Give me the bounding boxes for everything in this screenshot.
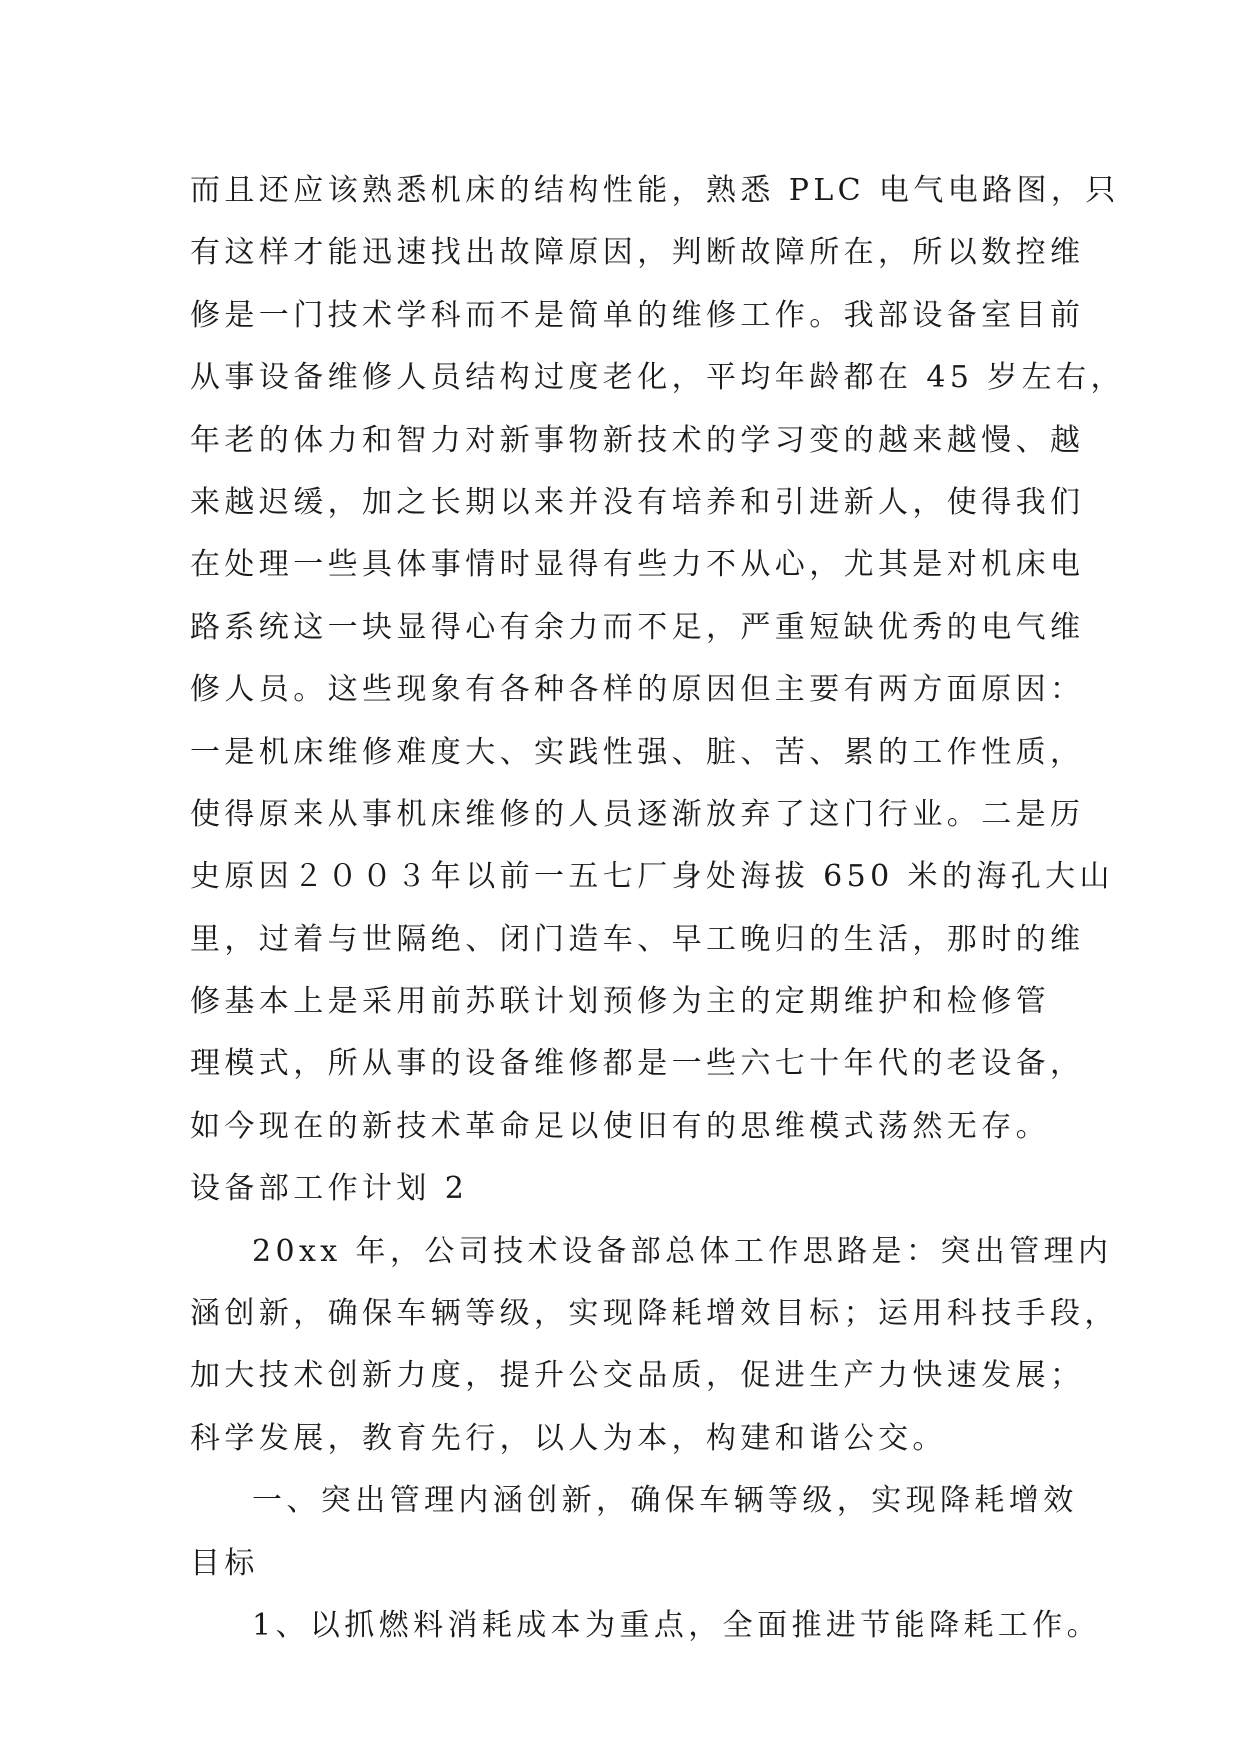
- subheading-line: 一、突出管理内涵创新，确保车辆等级，实现降耗增效: [252, 1483, 1078, 1519]
- paragraph-line: 在处理一些具体事情时显得有些力不从心，尤其是对机床电: [190, 547, 1085, 583]
- paragraph-line: 有这样才能迅速找出故障原因，判断故障所在，所以数控维: [190, 235, 1085, 271]
- paragraph-line: 理模式，所从事的设备维修都是一些六七十年代的老设备，: [190, 1046, 1085, 1082]
- document-body: [190, 160, 1125, 1657]
- paragraph-line: 使得原来从事机床维修的人员逐渐放弃了这门行业。二是历: [190, 796, 1085, 832]
- subheading-line: 目标: [190, 1545, 259, 1581]
- paragraph-line: 年老的体力和智力对新事物新技术的学习变的越来越慢、越: [190, 422, 1085, 458]
- paragraph-line: 修是一门技术学科而不是简单的维修工作。我部设备室目前: [190, 297, 1085, 333]
- paragraph-line: 史原因２００３年以前一五七厂身处海拔 650 米的海孔大山: [190, 859, 1114, 895]
- paragraph-line: 如今现在的新技术革命足以使旧有的思维模式荡然无存。: [190, 1108, 1050, 1144]
- paragraph-line: 20xx 年，公司技术设备部总体工作思路是：突出管理内: [252, 1233, 1113, 1269]
- paragraph-line: 修人员。这些现象有各种各样的原因但主要有两方面原因：: [190, 672, 1085, 708]
- paragraph-line: 从事设备维修人员结构过度老化，平均年龄都在 45 岁左右，: [190, 360, 1125, 396]
- paragraph-line: 里，过着与世隔绝、闭门造车、早工晚归的生活，那时的维: [190, 921, 1085, 957]
- paragraph-line: 涵创新，确保车辆等级，实现降耗增效目标；运用科技手段，: [190, 1296, 1119, 1332]
- paragraph-line: 路系统这一块显得心有余力而不足，严重短缺优秀的电气维: [190, 609, 1085, 645]
- paragraph-line: 来越迟缓，加之长期以来并没有培养和引进新人，使得我们: [190, 484, 1085, 520]
- paragraph-line: 而且还应该熟悉机床的结构性能，熟悉 PLC 电气电路图，只: [190, 173, 1120, 208]
- paragraph-line: 修基本上是采用前苏联计划预修为主的定期维护和检修管: [190, 984, 1050, 1020]
- list-item-line: 1、以抓燃料消耗成本为重点，全面推进节能降耗工作。: [252, 1607, 1102, 1643]
- paragraph-line: 一是机床维修难度大、实践性强、脏、苦、累的工作性质，: [190, 734, 1085, 770]
- paragraph-line: 加大技术创新力度，提升公交品质，促进生产力快速发展；: [190, 1358, 1085, 1394]
- paragraph-line: 科学发展，教育先行，以人为本，构建和谐公交。: [190, 1420, 947, 1456]
- section-heading: 设备部工作计划 2: [190, 1171, 469, 1207]
